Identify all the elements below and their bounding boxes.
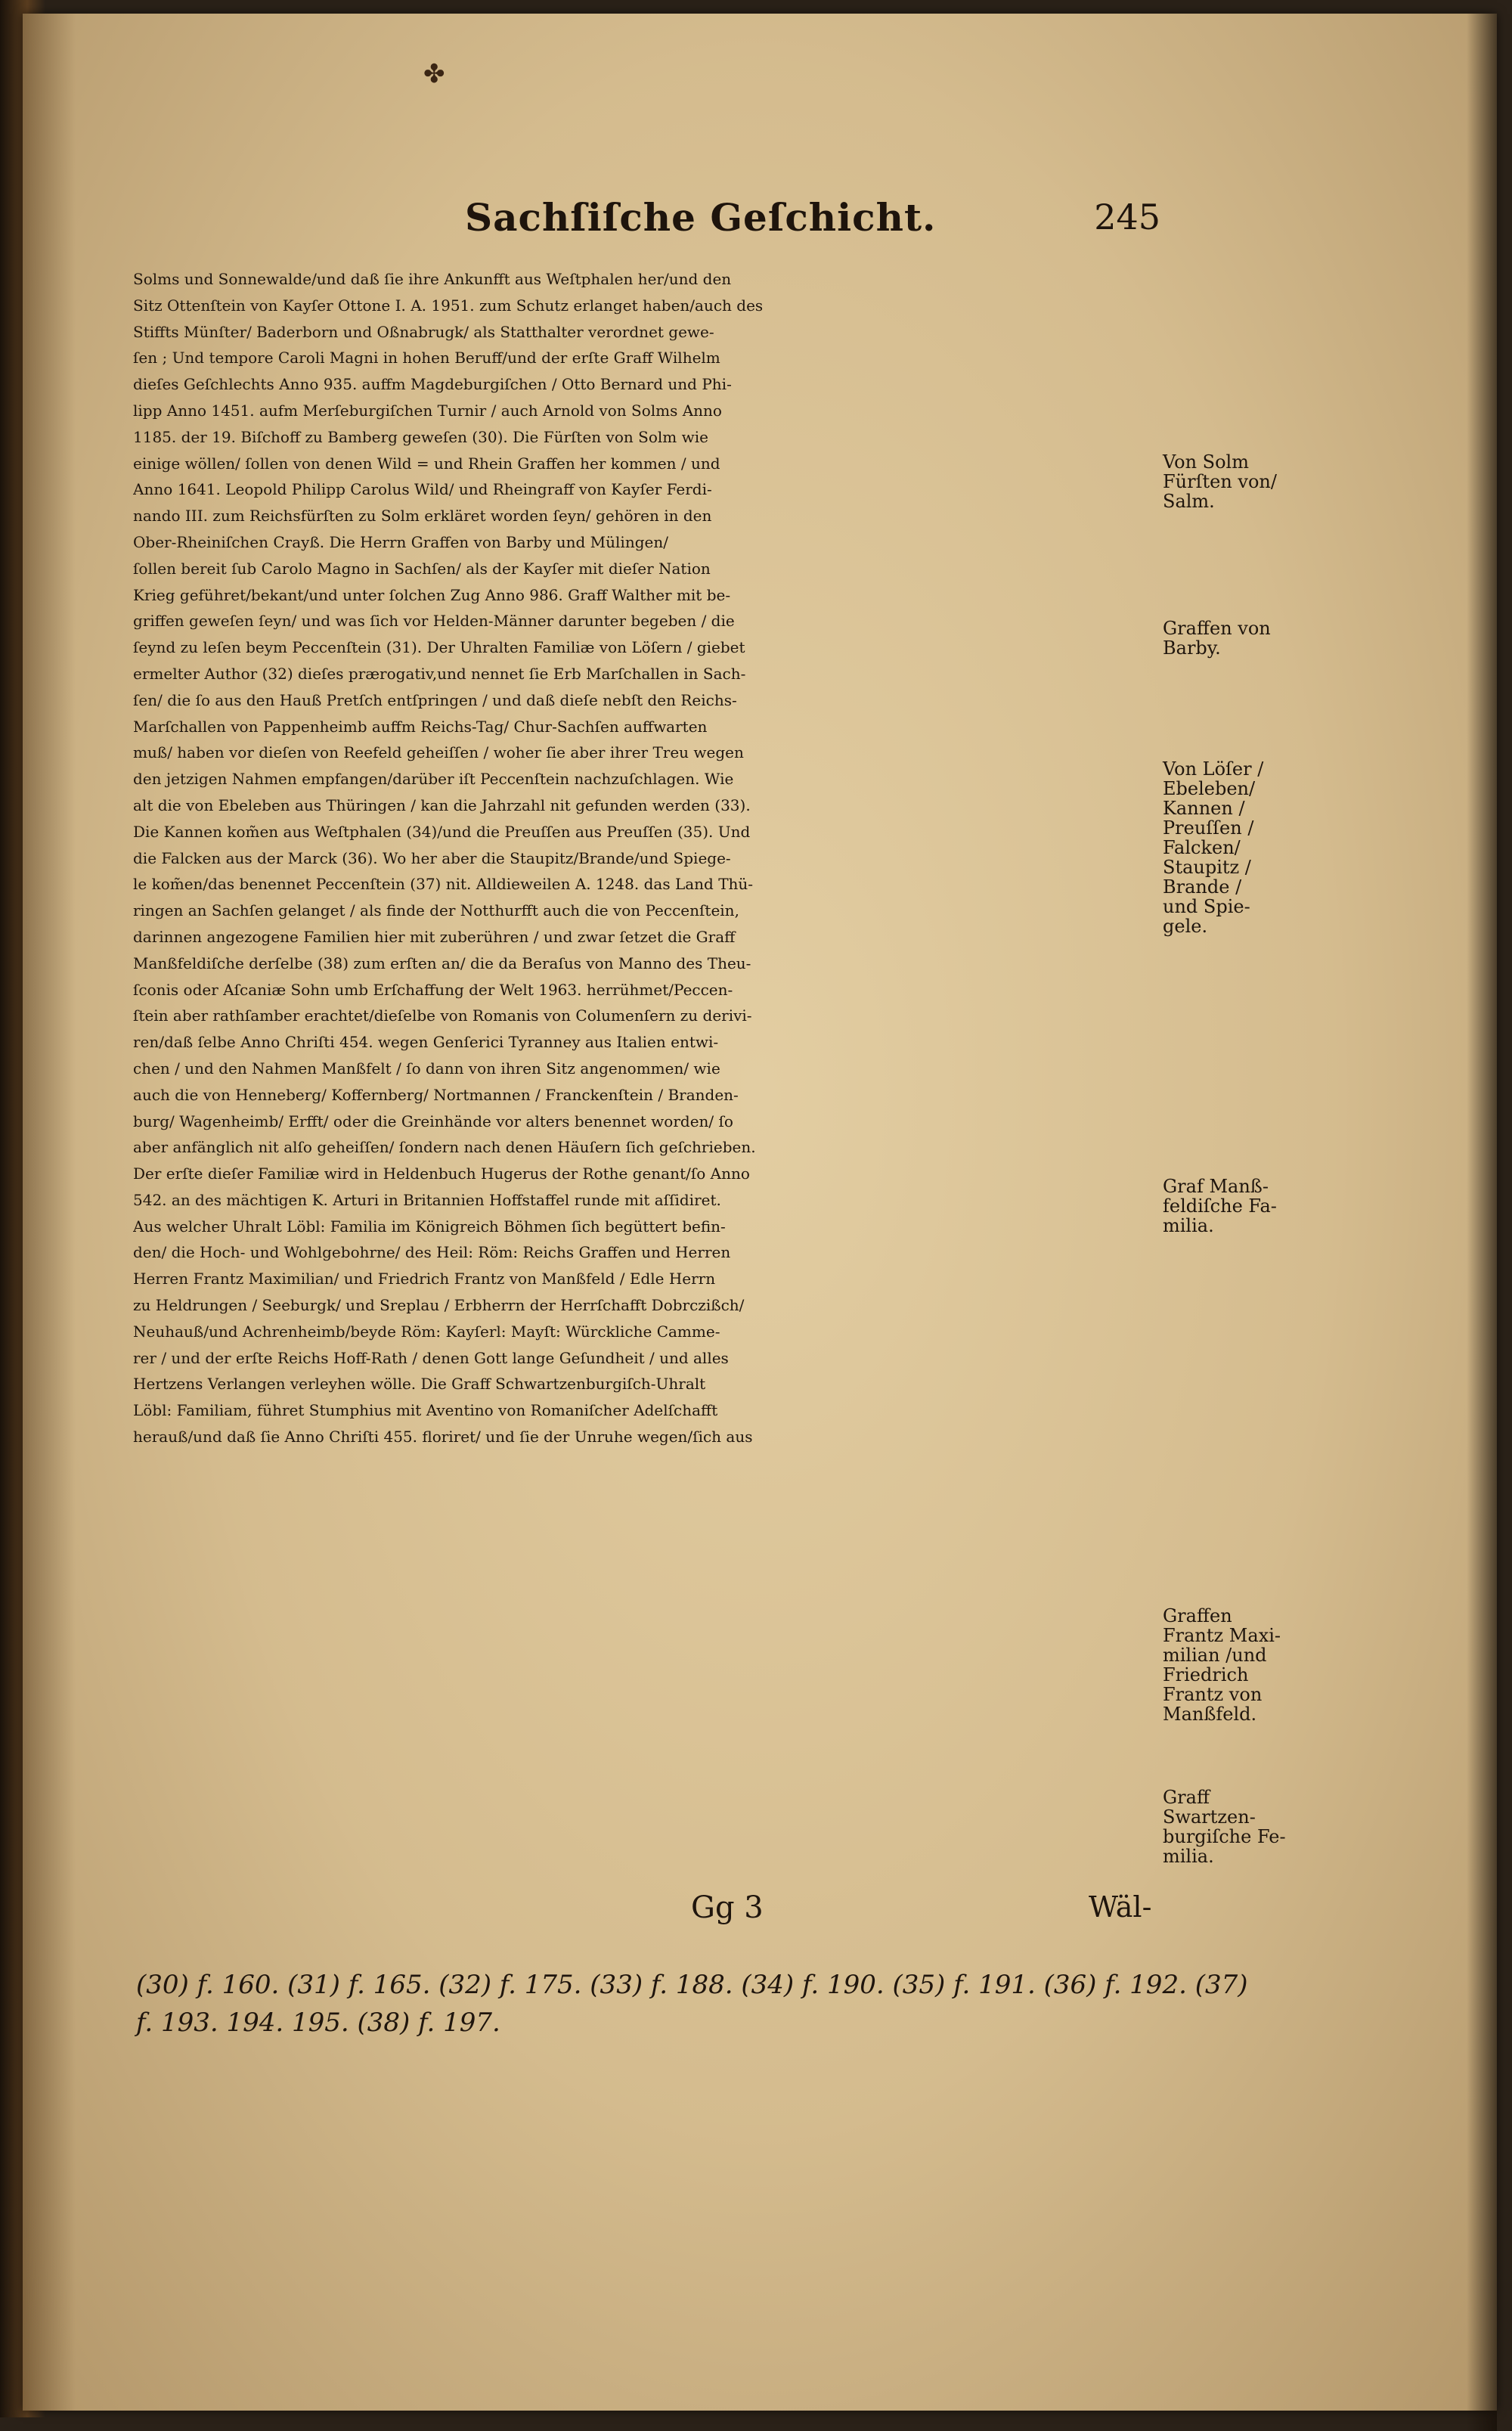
text-line: chen / und den Nahmen Manßfelt / ſo dann von ihren Sitz angenommen/ wie <box>133 1059 720 1078</box>
footnote-line: f. 193. 194. 195. (38) f. 197. <box>136 2008 500 2038</box>
text-line: Sitz Ottenſtein von Kayſer Ottone I. A. 1951. zum Schutz erlanget haben/auch des <box>133 296 764 315</box>
text-line: auch die von Henneberg/ Koffernberg/ Nortmannen / Franckenſtein / Branden- <box>133 1085 739 1104</box>
text-line: den jetzigen Nahmen empfangen/darüber iſt Peccenſtein nachzuſchlagen. Wie <box>133 770 734 789</box>
margin-line: Von Löſer / <box>1163 758 1264 780</box>
text-line: nando III. zum Reichsfürſten zu Solm erkläret worden ſeyn/ gehören in den <box>133 507 712 526</box>
text-line: ringen an Sachſen gelanget / als finde der Notthurfft auch die von Peccenſtein, <box>133 901 739 920</box>
marginal-note-solm <box>1163 452 1314 511</box>
text-line: einige wöllen/ ſollen von denen Wild = und Rhein Graffen her kommen / und <box>133 454 720 473</box>
margin-line: Frantz Maxi- <box>1163 1625 1281 1646</box>
text-line: Hertzens Verlangen verleyhen wölle. Die Graff Schwartzenburgiſch-Uhralt <box>133 1375 706 1394</box>
text-line: alt die von Ebeleben aus Thüringen / kan die Jahrzahl nit gefunden werden (33). <box>133 795 751 814</box>
text-line: Anno 1641. Leopold Philipp Carolus Wild/ und Rheingraff von Kayſer Ferdi- <box>133 480 712 499</box>
margin-line: Graffen von <box>1163 618 1271 639</box>
marginal-note-mansfeld <box>1163 1177 1314 1236</box>
text-line: Der erſte dieſer Familiæ wird in Heldenbuch Hugerus der Rothe genant/ſo Anno <box>133 1164 750 1183</box>
margin-line: Salm. <box>1163 491 1215 512</box>
margin-line: milian /und <box>1163 1645 1267 1666</box>
page-title: Sachſiſche Geſchicht. <box>465 195 937 240</box>
margin-line: Manßfeld. <box>1163 1704 1257 1725</box>
margin-line: gele. <box>1163 916 1208 937</box>
text-line: ſconis oder Aſcaniæ Sohn umb Erſchaffung der Welt 1963. herrühmet/Peccen- <box>133 980 733 999</box>
page-edge-shadow <box>1467 14 1497 2431</box>
text-line: Löbl: Familiam, führet Stumphius mit Aventino von Romaniſcher Adelſchafft <box>133 1401 718 1420</box>
margin-line: Frantz von <box>1163 1684 1263 1705</box>
text-line: Aus welcher Uhralt Löbl: Familia im Königreich Böhmen ſich begüttert befin- <box>133 1217 726 1236</box>
catchword: Wäl- <box>1089 1890 1152 1924</box>
text-line: burg/ Wagenheimb/ Erfft/ oder die Greinhände vor alters benennet worden/ ſo <box>133 1112 733 1130</box>
signature-mark: Gg 3 <box>691 1890 764 1925</box>
text-line: aber anfänglich nit alſo geheiſſen/ ſondern nach denen Häuſern ſich geſchrieben. <box>133 1138 756 1157</box>
margin-line: Barby. <box>1163 637 1221 659</box>
margin-line: Ebeleben/ <box>1163 778 1256 799</box>
margin-line: burgiſche Fe- <box>1163 1826 1286 1847</box>
text-line: ſen ; Und tempore Caroli Magni in hohen Beruff/und der erſte Graff Wilhelm <box>133 349 720 367</box>
text-line: rer / und der erſte Reichs Hoff-Rath / denen Gott lange Geſundheit / und alles <box>133 1348 729 1367</box>
text-line: zu Heldrungen / Seeburgk/ und Sreplau / Erbherrn der Herrſchafft Dobrczißch/ <box>133 1296 745 1315</box>
text-line: Solms und Sonnewalde/und daß ſie ihre Ankunfft aus Weſtphalen her/und den <box>133 270 732 288</box>
margin-line: Graff <box>1163 1787 1210 1808</box>
text-line: die Falcken aus der Marck (36). Wo her aber die Staupitz/Brande/und Spiege- <box>133 848 731 867</box>
page-number: 245 <box>1094 197 1160 237</box>
text-line: Stiffts Münſter/ Baderborn und Oßnabrugk/ als Statthalter verordnet gewe- <box>133 322 714 341</box>
text-line: ſtein aber rathſamber erachtet/dieſelbe von Romanis von Columenſern zu derivi- <box>133 1006 752 1025</box>
text-line: ſeynd zu leſen beym Peccenſtein (31). Der Uhralten Familiæ von Löſern / giebet <box>133 638 745 657</box>
text-line: Neuhauß/und Achrenheimb/beyde Röm: Kayſerl: Mayſt: Würckliche Camme- <box>133 1322 720 1341</box>
text-line: Krieg geführet/bekant/und unter ſolchen Zug Anno 986. Graff Walther mit be- <box>133 585 731 604</box>
text-line: Manßfeldiſche derſelbe (38) zum erſten an/ die da Beraſus von Manno des Theu- <box>133 953 751 972</box>
margin-line: Von Solm <box>1163 451 1249 473</box>
main-text-block <box>133 266 1154 1450</box>
text-line: Marſchallen von Pappenheimb auffm Reichs-Tag/ Chur-Sachſen auffwarten <box>133 717 708 736</box>
marginal-note-loeser <box>1163 759 1314 936</box>
footnotes <box>136 1966 1248 2042</box>
text-line: muß/ haben vor dieſen von Reefeld geheiſſen / woher ſie aber ihrer Treu wegen <box>133 743 744 762</box>
margin-line: Swartzen- <box>1163 1806 1256 1828</box>
text-line: den/ die Hoch- und Wohlgebohrne/ des Heil: Röm: Reichs Graffen und Herren <box>133 1243 731 1262</box>
text-line: 1185. der 19. Biſchoff zu Bamberg geweſen (30). Die Fürſten von Solm wie <box>133 427 708 446</box>
margin-line: Brande / <box>1163 876 1242 898</box>
margin-line: Friedrich <box>1163 1664 1249 1685</box>
text-line: le kom̃en/das benennet Peccenſtein (37) nit. Alldieweilen A. 1248. das Land Thü- <box>133 875 754 894</box>
text-line: darinnen angezogene Familien hier mit zuberühren / und zwar ſetzet die Graff <box>133 927 736 946</box>
marginal-note-barby <box>1163 619 1314 658</box>
margin-line: Falcken/ <box>1163 837 1241 858</box>
text-line: griffen geweſen ſeyn/ und was ſich vor Helden-Männer darunter begeben / die <box>133 612 735 631</box>
text-line: lipp Anno 1451. aufm Merſeburgiſchen Turnir / auch Arnold von Solms Anno <box>133 401 722 420</box>
margin-line: milia. <box>1163 1215 1214 1236</box>
marginal-note-frantz <box>1163 1606 1314 1724</box>
margin-line: Fürſten von/ <box>1163 471 1277 492</box>
text-line: 542. an des mächtigen K. Arturi in Britannien Hoffstaffel runde mit aſſidiret. <box>133 1190 721 1209</box>
text-line: Die Kannen kom̃en aus Weſtphalen (34)/und die Preuſſen aus Preuſſen (35). Und <box>133 822 751 841</box>
text-line: Ober-Rheiniſchen Crayß. Die Herrn Graffen von Barby und Mülingen/ <box>133 532 668 551</box>
ornament-icon: ✤ <box>423 59 445 89</box>
margin-line: Graffen <box>1163 1605 1232 1626</box>
margin-line: Kannen / <box>1163 798 1245 819</box>
marginal-note-schwartzenburg <box>1163 1788 1314 1866</box>
text-line: herauß/und daß ſie Anno Chriſti 455. floriret/ und ſie der Unruhe wegen/ſich aus <box>133 1428 753 1447</box>
margin-line: Staupitz / <box>1163 857 1251 878</box>
text-line: Herren Frantz Maximilian/ und Friedrich Frantz von Manßfeld / Edle Herrn <box>133 1270 716 1288</box>
margin-line: milia. <box>1163 1846 1214 1867</box>
text-line: ſen/ die ſo aus den Hauß Pretſch entſpringen / und daß dieſe nebſt den Reichs- <box>133 690 737 709</box>
text-line: dieſes Geſchlechts Anno 935. auffm Magdeburgiſchen / Otto Bernard und Phi- <box>133 375 732 394</box>
margin-line: Preuſſen / <box>1163 817 1254 839</box>
footnote-line: (30) f. 160. (31) f. 165. (32) f. 175. (33) f. 188. (34) f. 190. (35) f. 191. (36) f. 192. (37) <box>136 1970 1248 2000</box>
margin-line: und Spie- <box>1163 896 1250 917</box>
margin-line: feldiſche Fa- <box>1163 1195 1277 1217</box>
text-line: ren/daß ſelbe Anno Chriſti 454. wegen Genſerici Tyranney aus Italien entwi- <box>133 1033 719 1052</box>
running-header <box>465 195 1160 240</box>
text-line: ſollen bereit ſub Carolo Magno in Sachſen/ als der Kayſer mit dieſer Nation <box>133 559 711 578</box>
margin-line: Graf Manß- <box>1163 1176 1269 1197</box>
text-line: ermelter Author (32) dieſes prærogativ,und nennet ſie Erb Marſchallen in Sach- <box>133 664 746 683</box>
